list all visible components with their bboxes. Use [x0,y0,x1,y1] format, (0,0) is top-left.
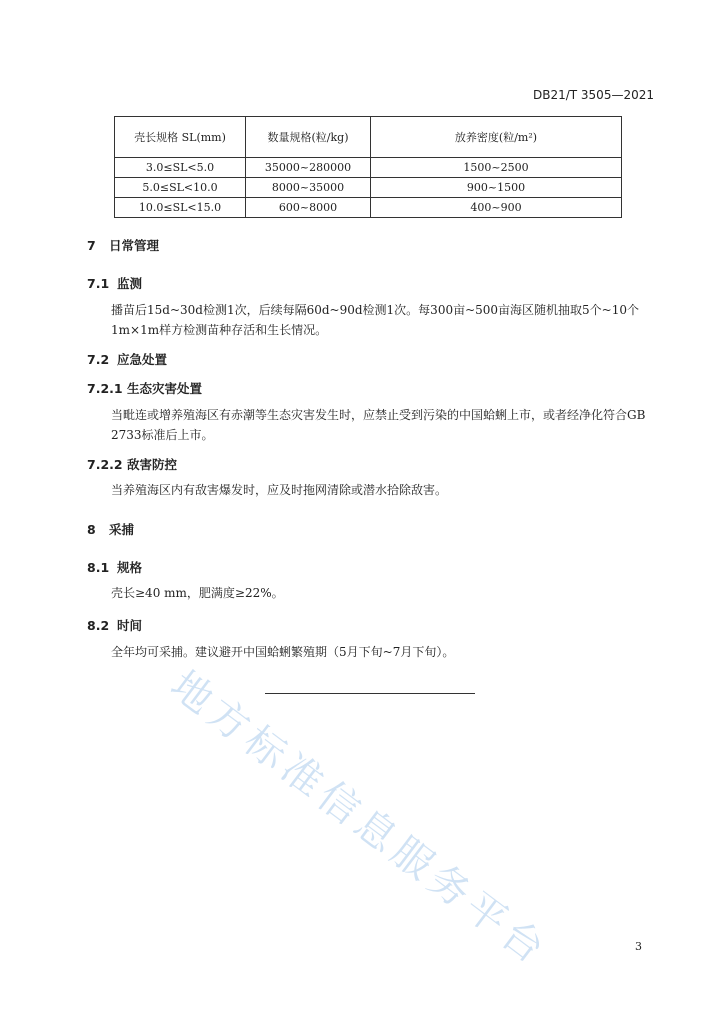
section-heading-8-1 [87,558,142,576]
table-cell: 5.0≤SL<10.0 [115,178,246,198]
section-heading-7-2 [87,350,167,368]
table-cell: 35000~280000 [246,158,371,178]
section-title: 日常管理 [109,238,160,253]
table-cell: 400~900 [371,198,622,218]
section-number: 8 [87,522,96,537]
section-number: 7.2.1 [87,381,123,396]
section-title: 应急处置 [117,352,168,367]
table-cell: 1500~2500 [371,158,622,178]
paragraph-7-2-1 [87,405,657,445]
section-title: 生态灾害处置 [127,381,203,396]
paragraph-8-1 [87,583,657,603]
table-row [115,158,622,178]
section-number: 7 [87,238,96,253]
section-number: 7.1 [87,276,110,291]
paragraph-text: 壳长≥40 mm，肥满度≥22%。 [111,586,284,600]
table-cell: 8000~35000 [246,178,371,198]
paragraph-text: 播苗后15d~30d检测1次，后续每隔60d~90d检测1次。每300亩~500亩海区随机抽取5个~10个1m×1m样方检测苗种存活和生长情况。 [111,303,640,337]
paragraph-8-2 [87,642,657,662]
section-heading-7-1 [87,274,142,292]
section-heading-7-2-1 [87,379,202,397]
column-header-density: 放养密度(粒/m²) [371,117,622,158]
section-heading-7 [87,236,159,254]
section-title: 监测 [117,276,143,291]
table-header-row [115,117,622,158]
section-heading-8-2 [87,616,142,634]
document-code: DB21/T 3505—2021 [532,88,654,102]
section-number: 7.2 [87,352,110,367]
paragraph-text: 全年均可采捕。建议避开中国蛤蜊繁殖期（5月下旬~7月下旬）。 [111,645,455,659]
paragraph-7-2-2 [87,480,657,500]
section-heading-7-2-2 [87,455,177,473]
page-number: 3 [635,940,642,953]
stocking-spec-table [114,116,622,218]
table-cell: 3.0≤SL<5.0 [115,158,246,178]
table-cell: 600~8000 [246,198,371,218]
end-rule [265,693,475,694]
table-cell: 10.0≤SL<15.0 [115,198,246,218]
paragraph-7-1 [87,300,657,340]
table-row [115,198,622,218]
paragraph-text: 当养殖海区内有敌害爆发时，应及时拖网清除或潜水拾除敌害。 [111,483,448,497]
section-title: 敌害防控 [127,457,178,472]
section-title: 采捕 [109,522,135,537]
section-number: 8.1 [87,560,110,575]
section-title: 时间 [117,618,143,633]
section-number: 7.2.2 [87,457,123,472]
watermark: 地方标准信息服务平台 [161,662,557,976]
paragraph-text: 当毗连或增养殖海区有赤潮等生态灾害发生时，应禁止受到污染的中国蛤蜊上市，或者经净化符合GB 2733标准后上市。 [111,408,646,442]
column-header-quantity: 数量规格(粒/kg) [246,117,371,158]
section-title: 规格 [117,560,143,575]
table-row [115,178,622,198]
column-header-shell-length: 壳长规格 SL(mm) [115,117,246,158]
section-heading-8 [87,520,134,538]
section-number: 8.2 [87,618,110,633]
table-cell: 900~1500 [371,178,622,198]
